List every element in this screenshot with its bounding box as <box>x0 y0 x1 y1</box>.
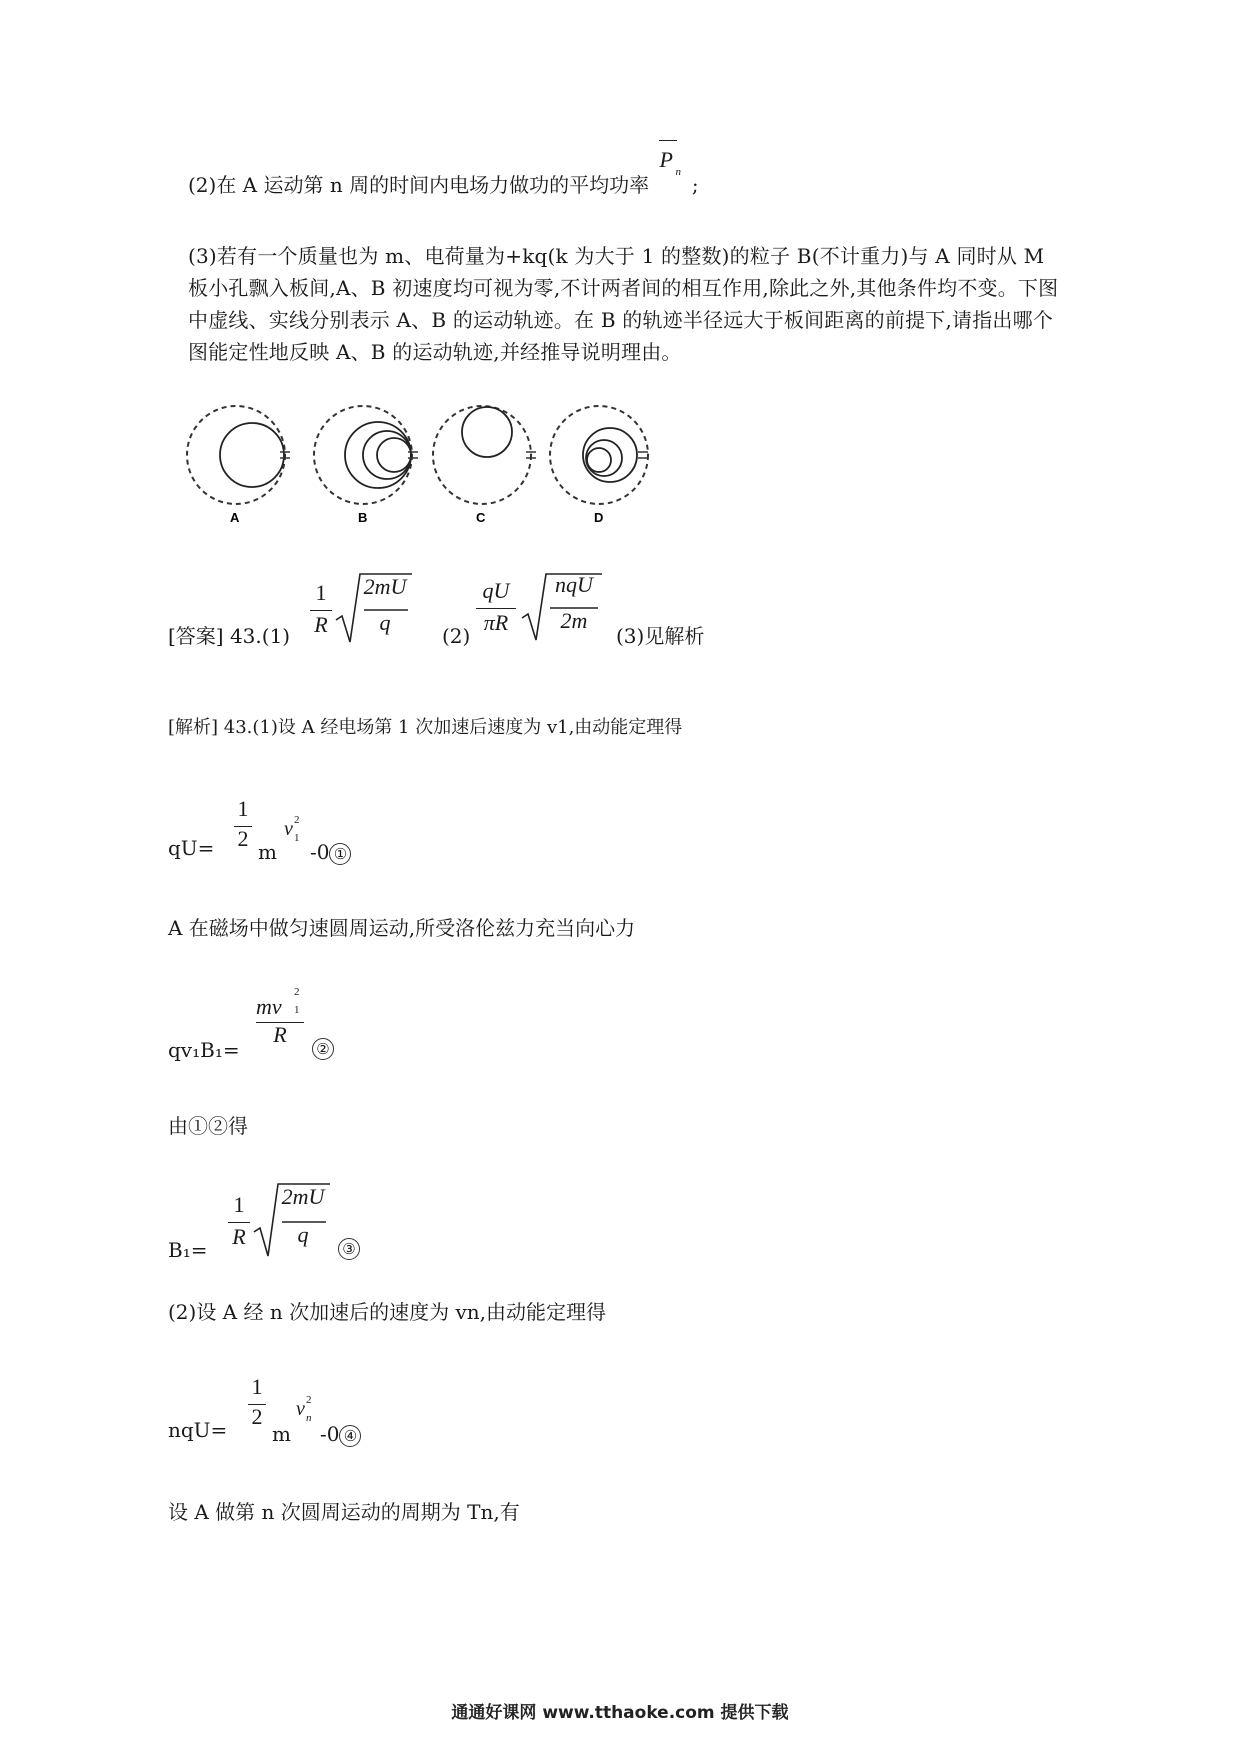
eq1-denominator: 2 <box>237 826 249 851</box>
question-2: (2)在 A 运动第 n 周的时间内电场力做功的平均功率 P n ; <box>188 162 699 201</box>
answer-1-denominator: R <box>314 612 328 637</box>
eq2-numerator: mv <box>256 994 282 1019</box>
eq1-subscript: 1 <box>294 832 300 844</box>
answer-1-radicand-num: 2mU <box>363 574 407 599</box>
eq4-superscript: 2 <box>306 1394 312 1406</box>
eq4-subscript: n <box>306 1412 312 1424</box>
eq3-lhs: B₁= <box>168 1238 208 1262</box>
page-footer: 通通好课网 www.tthaoke.com 提供下载 <box>451 1703 789 1723</box>
question-2-text: (2)在 A 运动第 n 周的时间内电场力做功的平均功率 <box>188 173 650 197</box>
eq2-subscript: 1 <box>294 1004 300 1016</box>
eq1-velocity: v <box>284 818 293 840</box>
eq1-superscript: 2 <box>294 814 300 826</box>
figure-label-b: B <box>358 510 368 525</box>
question-3: (3)若有一个质量也为 m、电荷量为+kq(k 为大于 1 的整数)的粒子 B(不计重力)与 A 同时从 M 板小孔飘入板间,A、B 初速度均可视为零,不计两者间的相互作用,除此之外,其他条件均不变。下图中虚线、实线分别表示 A、B 的运动轨迹。在 B 的轨迹半径远大于板间距离的前提下,请指出哪个图能定性地反映 A、B 的运动轨迹,并经推导说明理由。 <box>188 244 1059 364</box>
figure-d <box>550 406 648 525</box>
eq3-denominator: R <box>232 1224 246 1249</box>
answer-1-numerator: 1 <box>315 580 327 605</box>
eq3-radicand-den: q <box>297 1222 309 1247</box>
eq1-numerator: 1 <box>237 796 249 821</box>
eq2-superscript: 2 <box>294 986 300 998</box>
eq4-mark: ④ <box>339 1425 361 1447</box>
eq2-mark: ② <box>312 1038 334 1060</box>
text-period: 设 A 做第 n 次圆周运动的周期为 Tn,有 <box>168 1500 520 1524</box>
figure-label-c: C <box>476 510 486 525</box>
figure-a <box>187 406 290 525</box>
answer-prefix: [答案] 43.(1) <box>168 624 291 648</box>
eq2-lhs: qv₁B₁= <box>168 1038 240 1062</box>
eq1-mass: m <box>258 840 277 864</box>
power-symbol: P n <box>655 162 685 192</box>
answer-2-denominator: πR <box>483 610 509 635</box>
eq3-mark: ③ <box>338 1238 360 1260</box>
answer-1-radicand-den: q <box>379 610 391 635</box>
eq1-mark: ① <box>329 843 351 865</box>
figure-b <box>314 406 418 525</box>
text-part-2: (2)设 A 经 n 次加速后的速度为 vn,由动能定理得 <box>168 1300 606 1324</box>
answer-3: (3)见解析 <box>616 624 705 648</box>
eq2-denominator: R <box>273 1022 287 1047</box>
answer-2-numerator: qU <box>482 578 510 603</box>
figure-c <box>433 406 536 525</box>
eq3-radicand-num: 2mU <box>281 1184 325 1209</box>
text-magnetic-field: A 在磁场中做匀速圆周运动,所受洛伦兹力充当向心力 <box>168 916 636 940</box>
trajectory-figures <box>186 400 666 530</box>
analysis-intro: [解析] 43.(1)设 A 经电场第 1 次加速后速度为 v1,由动能定理得 <box>168 717 683 738</box>
answer-2-radicand-den: 2m <box>560 608 588 633</box>
eq1-lhs: qU= <box>168 836 215 860</box>
overline <box>659 140 677 141</box>
eq4-mass: m <box>272 1422 291 1446</box>
answer-2-radicand-num: nqU <box>555 572 593 597</box>
eq4-denominator: 2 <box>251 1404 263 1429</box>
eq4-velocity: v <box>296 1398 305 1420</box>
answer-2-label: (2) <box>442 624 471 648</box>
eq3-numerator: 1 <box>233 1192 245 1217</box>
figure-label-a: A <box>230 510 240 525</box>
eq4-tail: -0 ④ <box>320 1418 361 1450</box>
eq4-numerator: 1 <box>251 1374 263 1399</box>
figure-label-d: D <box>594 510 604 525</box>
eq1-tail: -0 ① <box>310 836 351 868</box>
eq4-lhs: nqU= <box>168 1418 228 1442</box>
text-from-1-2: 由①②得 <box>168 1114 248 1138</box>
